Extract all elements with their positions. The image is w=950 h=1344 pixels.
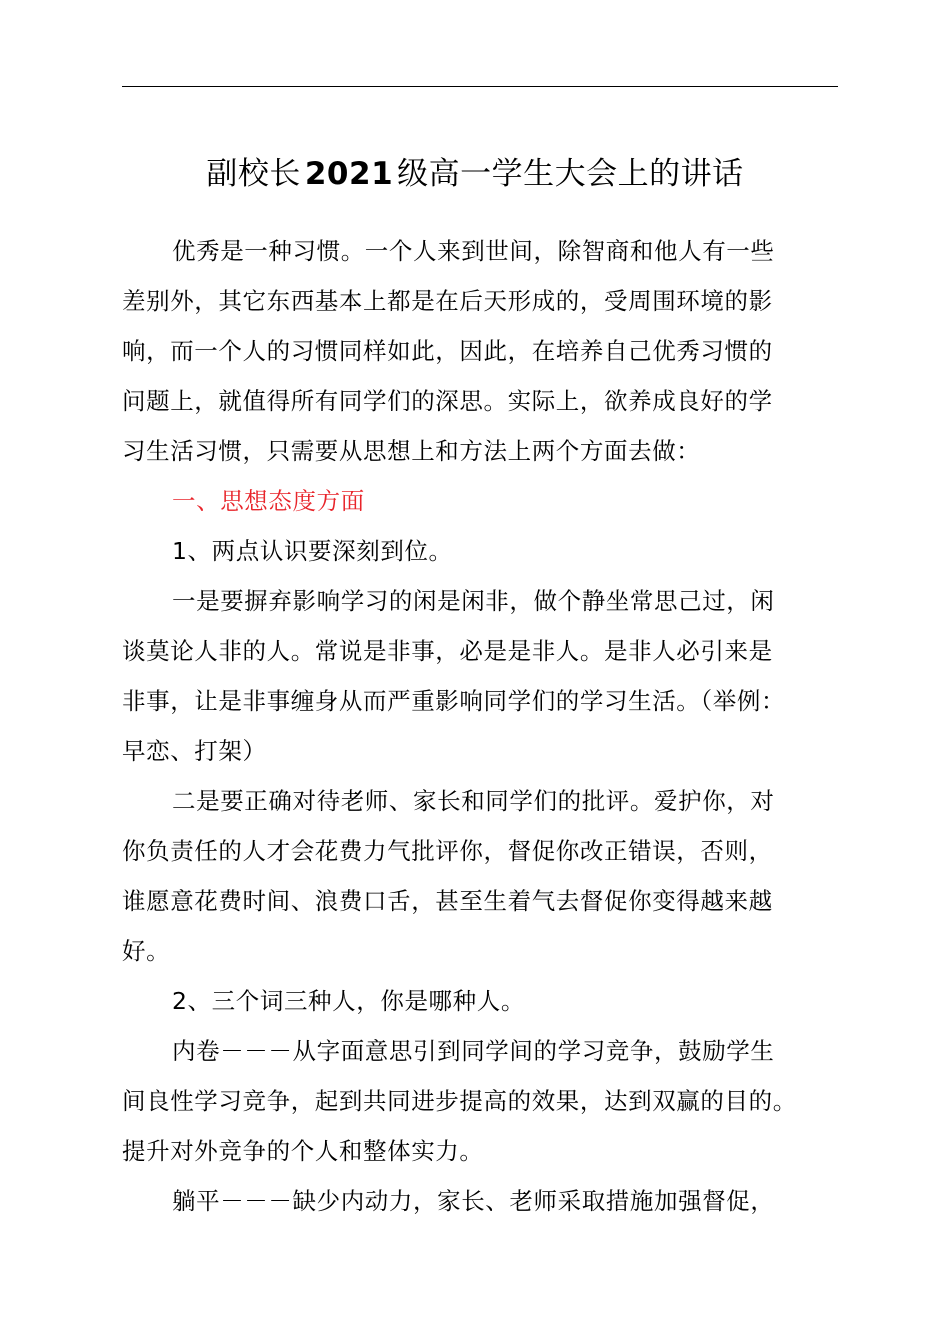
text-line: 内卷－－－从字面意思引到同学间的学习竞争，鼓励学生	[172, 1037, 775, 1065]
paragraph	[122, 776, 842, 976]
text-line: 谈莫论人非的人。常说是非事，必是是非人。是非人必引来是	[122, 637, 773, 665]
title-prefix: 副校长	[206, 156, 301, 192]
text-line: 好。	[122, 937, 171, 965]
text-line: 问题上，就值得所有同学们的深思。实际上，欲养成良好的学	[122, 387, 773, 415]
text-line: 一、思想态度方面	[172, 487, 365, 515]
paragraph	[122, 1176, 842, 1226]
title-suffix: 级高一学生大会上的讲话	[397, 156, 744, 192]
text-line: 习生活习惯，只需要从思想上和方法上两个方面去做：	[122, 437, 701, 465]
text-line: 优秀是一种习惯。一个人来到世间，除智商和他人有一些	[172, 237, 775, 265]
text-line: 间良性学习竞争，起到共同进步提高的效果，达到双赢的目的。	[122, 1087, 797, 1115]
paragraph	[122, 226, 842, 476]
text-line: 2、三个词三种人，你是哪种人。	[172, 987, 525, 1015]
page-title	[0, 150, 950, 198]
paragraph	[122, 526, 842, 576]
text-line: 二是要正确对待老师、家长和同学们的批评。爱护你，对	[172, 787, 775, 815]
text-line: 差别外，其它东西基本上都是在后天形成的，受周围环境的影	[122, 287, 773, 315]
paragraph	[122, 576, 842, 776]
text-line: 一是要摒弃影响学习的闲是闲非，做个静坐常思己过，闲	[172, 587, 775, 615]
paragraph	[122, 1026, 842, 1176]
header-rule	[122, 86, 838, 87]
section-heading	[122, 476, 842, 526]
text-line: 响，而一个人的习惯同样如此，因此，在培养自己优秀习惯的	[122, 337, 773, 365]
text-line: 1、两点认识要深刻到位。	[172, 537, 453, 565]
text-line: 谁愿意花费时间、浪费口舌，甚至生着气去督促你变得越来越	[122, 887, 773, 915]
text-line: 非事，让是非事缠身从而严重影响同学们的学习生活。（举例：	[122, 687, 786, 715]
text-line: 提升对外竞争的个人和整体实力。	[122, 1137, 484, 1165]
text-line: 躺平－－－缺少内动力，家长、老师采取措施加强督促，	[172, 1187, 775, 1215]
title-year: 2021	[304, 156, 394, 192]
paragraph	[122, 976, 842, 1026]
text-line: 早恋、打架）	[122, 737, 267, 765]
document-body	[122, 226, 842, 1226]
text-line: 你负责任的人才会花费力气批评你，督促你改正错误，否则，	[122, 837, 773, 865]
